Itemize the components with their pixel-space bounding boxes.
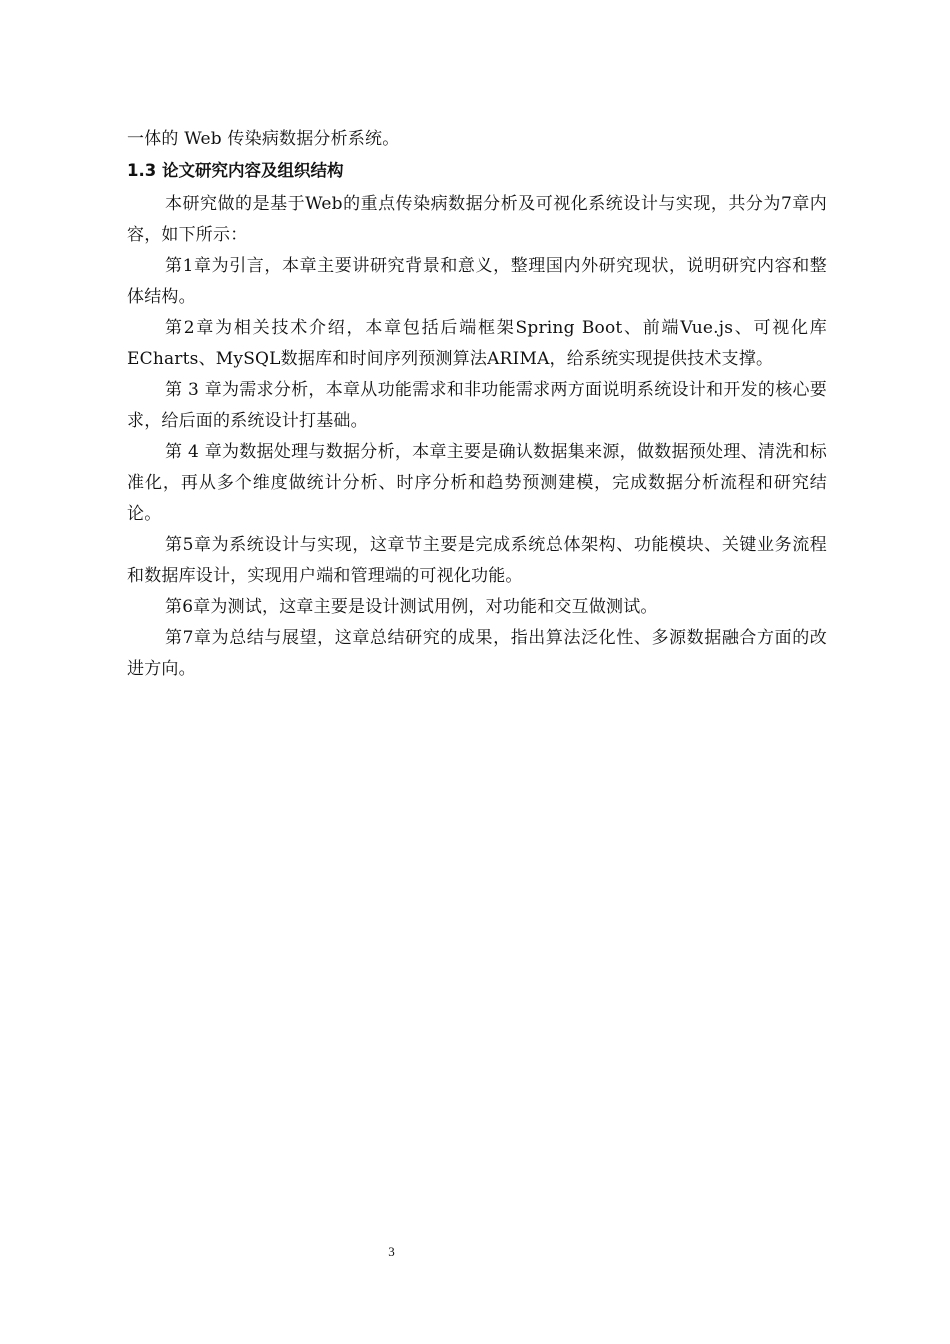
chapter-3-paragraph: 第 3 章为需求分析，本章从功能需求和非功能需求两方面说明系统设计和开发的核心要求，给后面的系统设计打基础。 (127, 380, 827, 431)
chapter-5-paragraph: 第5章为系统设计与实现，这章节主要是完成系统总体架构、功能模块、关键业务流程和数据库设计，实现用户端和管理端的可视化功能。 (127, 535, 827, 586)
page-body (127, 124, 827, 685)
lead-fragment-paragraph: 一体的 Web 传染病数据分析系统。 (127, 129, 400, 149)
chapter-7-paragraph: 第7章为总结与展望，这章总结研究的成果，指出算法泛化性、多源数据融合方面的改进方向。 (127, 628, 827, 679)
chapter-1-paragraph: 第1章为引言，本章主要讲研究背景和意义，整理国内外研究现状，说明研究内容和整体结构。 (127, 256, 827, 307)
chapter-6-paragraph: 第6章为测试，这章主要是设计测试用例，对功能和交互做测试。 (165, 597, 658, 617)
chapter-4-paragraph: 第 4 章为数据处理与数据分析，本章主要是确认数据集来源，做数据预处理、清洗和标准化，再从多个维度做统计分析、时序分析和趋势预测建模，完成数据分析流程和研究结论。 (127, 442, 827, 524)
section-heading: 1.3 论文研究内容及组织结构 (127, 161, 344, 180)
page-number: 3 (388, 1244, 395, 1259)
chapter-2-paragraph: 第2章为相关技术介绍，本章包括后端框架Spring Boot、前端Vue.js、可视化库ECharts、MySQL数据库和时间序列预测算法ARIMA，给系统实现提供技术支撑。 (127, 318, 827, 369)
intro-paragraph: 本研究做的是基于Web的重点传染病数据分析及可视化系统设计与实现，共分为7章内容，如下所示： (127, 194, 827, 245)
